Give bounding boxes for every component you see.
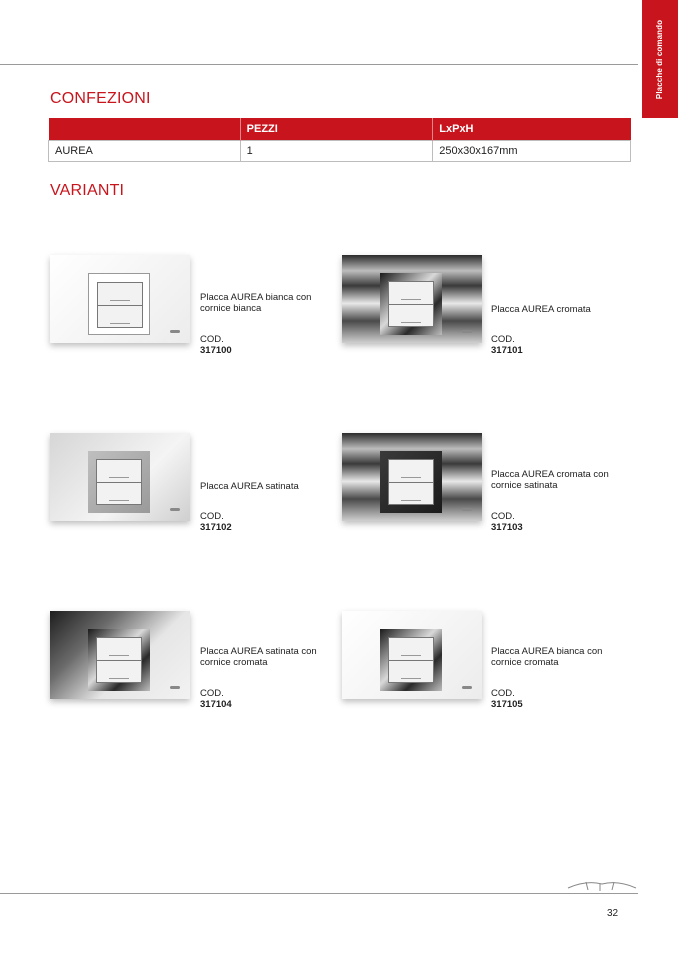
table-row: [49, 140, 631, 161]
brand-logo-icon: [170, 686, 180, 689]
product-code: [491, 511, 523, 533]
product-description: Placca AUREA cromata con cornice satinata: [491, 469, 609, 491]
product-photo: [50, 611, 190, 699]
table-header: PEZZI: [240, 118, 433, 140]
code-number: 317101: [491, 345, 523, 356]
plate-frame: [88, 629, 150, 691]
product-code: [491, 334, 523, 356]
product-description: Placca AUREA bianca con cornice cromata: [491, 646, 603, 668]
plate-frame: [380, 273, 442, 335]
flush-keys: [96, 637, 142, 683]
flush-keys: [388, 281, 434, 327]
product-code: [200, 688, 232, 710]
product-photo: [342, 433, 482, 521]
section-side-tab: [642, 0, 678, 118]
flush-keys: [96, 459, 142, 505]
plate-frame: [380, 451, 442, 513]
table-header: LxPxH: [433, 118, 631, 140]
product-description: Placca AUREA cromata: [491, 304, 591, 315]
code-prefix: COD.: [200, 688, 224, 699]
table-cell: 1: [240, 140, 433, 161]
code-prefix: COD.: [200, 334, 224, 345]
code-number: 317105: [491, 699, 523, 710]
plate-frame: [88, 273, 150, 335]
flush-keys: [97, 282, 143, 328]
product-photo: [50, 255, 190, 343]
code-number: 317104: [200, 699, 232, 710]
product-photo: [50, 433, 190, 521]
brand-logo-icon: [462, 686, 472, 689]
confezioni-heading: CONFEZIONI: [50, 90, 151, 107]
bottom-divider: [0, 893, 638, 894]
decorative-wave-icon: [566, 876, 638, 894]
brand-logo-icon: [462, 330, 472, 333]
table-cell: 250x30x167mm: [433, 140, 631, 161]
packaging-table: [48, 118, 631, 162]
brand-logo-icon: [170, 330, 180, 333]
code-number: 317103: [491, 522, 523, 533]
code-number: 317100: [200, 345, 232, 356]
product-photo: [342, 255, 482, 343]
product-description: Placca AUREA bianca con cornice bianca: [200, 292, 312, 314]
varianti-heading: VARIANTI: [50, 182, 125, 199]
product-description: Placca AUREA satinata con cornice cromata: [200, 646, 317, 668]
plate-frame: [380, 629, 442, 691]
plate-frame: [88, 451, 150, 513]
code-prefix: COD.: [491, 511, 515, 522]
table-header-row: [49, 118, 631, 140]
product-description: Placca AUREA satinata: [200, 481, 299, 492]
code-prefix: COD.: [491, 688, 515, 699]
flush-keys: [388, 459, 434, 505]
code-prefix: COD.: [200, 511, 224, 522]
table-cell: AUREA: [49, 140, 241, 161]
page-number: 32: [607, 908, 619, 919]
product-code: [491, 688, 523, 710]
product-photo: [342, 611, 482, 699]
code-prefix: COD.: [491, 334, 515, 345]
product-code: [200, 511, 232, 533]
side-tab-label: Placche di comando: [655, 19, 665, 99]
brand-logo-icon: [462, 508, 472, 511]
top-divider: [0, 64, 638, 65]
brand-logo-icon: [170, 508, 180, 511]
table-header: [49, 118, 241, 140]
product-code: [200, 334, 232, 356]
code-number: 317102: [200, 522, 232, 533]
flush-keys: [388, 637, 434, 683]
